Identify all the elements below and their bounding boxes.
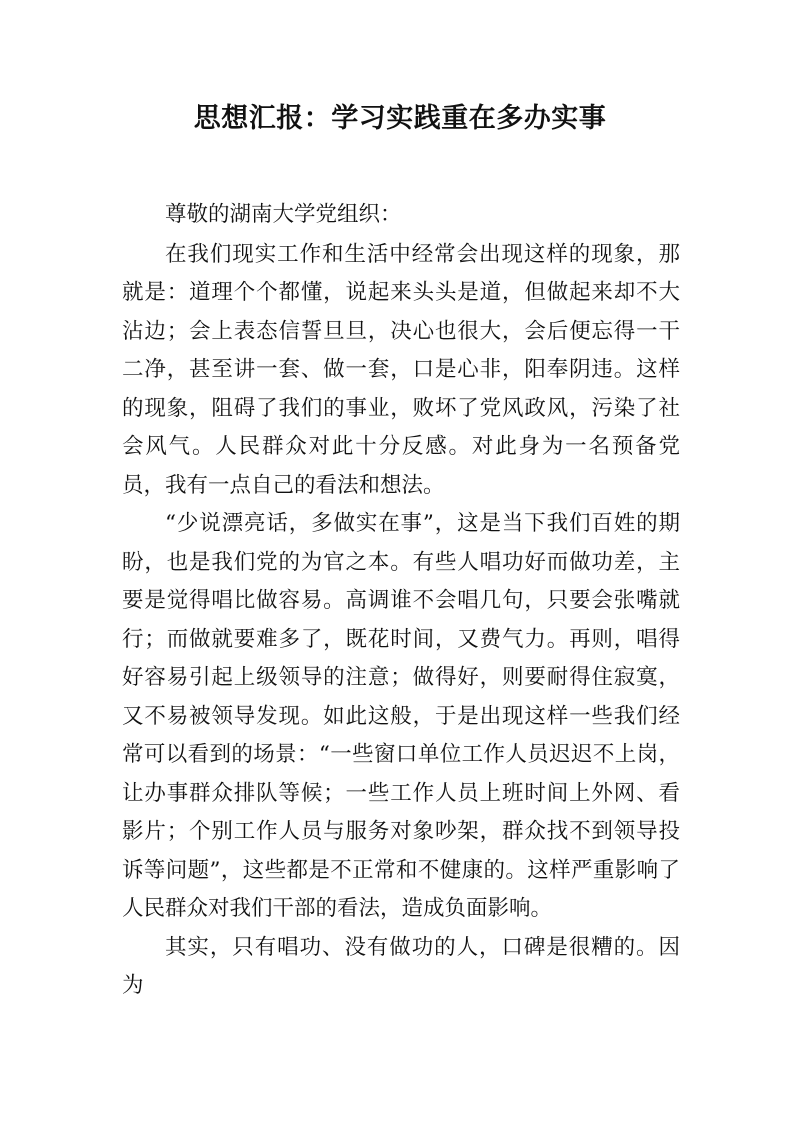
salutation: 尊敬的湖南大学党组织： (165, 202, 402, 227)
paragraph-1: 在我们现实工作和生活中经常会出现这样的现象，那就是：道理个个都懂，说起来头头是道，但做起来却不大沾边；会上表态信誓旦旦，决心也很大，会后便忘得一干二净，甚至讲一套、做一套，口是心非，阳奉阴违。这样的现象，阻碍了我们的事业，败坏了党风政风，污染了社会风气。人民群众对此十分反感。对此身为一名预备党员，我有一点自己的看法和想法。 (122, 241, 680, 498)
paragraph-3: 其实，只有唱功、没有做功的人，口碑是很糟的。因为 (122, 934, 680, 998)
paragraph-2: “少说漂亮话，多做实在事”，这是当下我们百姓的期盼，也是我们党的为官之本。有些人唱功好而做功差，主要是觉得唱比做容易。高调谁不会唱几句，只要会张嘴就行；而做就要难多了，既花时间，又费气力。再则，唱得好容易引起上级领导的注意；做得好，则要耐得住寂寞，又不易被领导发现。如此这般，于是出现这样一些我们经常可以看到的场景：“一些窗口单位工作人员迟迟不上岗，让办事群众排队等候；一些工作人员上班时间上外网、看影片；个别工作人员与服务对象吵架，群众找不到领导投诉等问题”，这些都是不正常和不健康的。这样严重影响了人民群众对我们干部的看法，造成负面影响。 (122, 511, 680, 921)
document-body (122, 196, 680, 1006)
document-title: 思想汇报：学习实践重在多办实事 (193, 103, 607, 134)
